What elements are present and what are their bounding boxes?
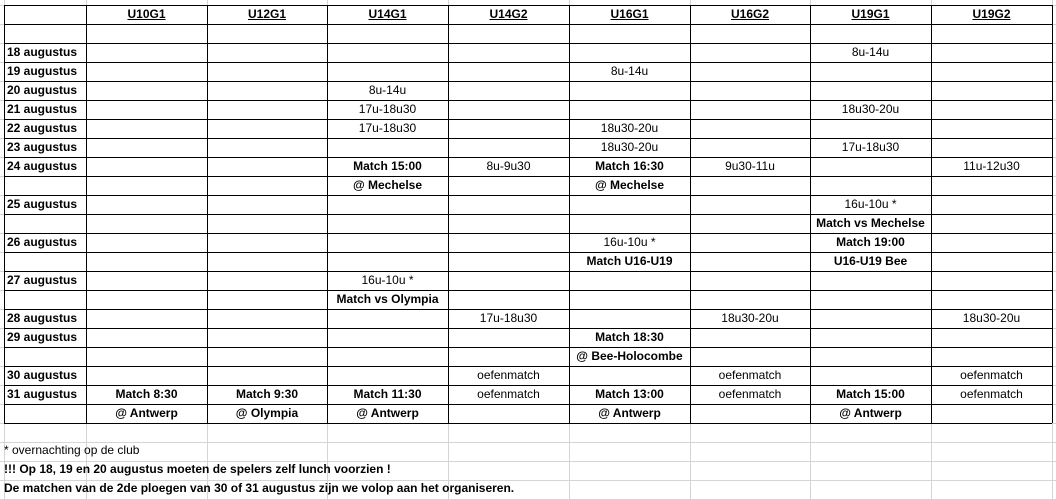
schedule-cell[interactable]: @ Olympia [235, 406, 299, 420]
schedule-cell[interactable] [931, 119, 1052, 138]
schedule-cell[interactable]: @ Bee-Holocombe [576, 349, 683, 363]
schedule-cell[interactable] [810, 347, 931, 366]
gridline-row [0, 442, 1056, 443]
schedule-cell[interactable] [569, 195, 690, 214]
schedule-cell[interactable] [569, 100, 690, 119]
schedule-cell[interactable] [690, 24, 810, 43]
schedule-cell[interactable]: 16u-10u * [844, 197, 897, 211]
schedule-cell[interactable] [448, 347, 569, 366]
schedule-cell[interactable]: U16-U19 Bee [833, 254, 908, 268]
date-cell[interactable]: 27 augustus [7, 273, 78, 287]
schedule-cell[interactable]: 17u-18u30 [841, 140, 900, 154]
schedule-cell[interactable] [569, 366, 690, 385]
schedule-cell[interactable] [448, 328, 569, 347]
schedule-cell[interactable]: Match 13:00 [595, 387, 664, 401]
schedule-cell[interactable] [931, 43, 1052, 62]
schedule-cell[interactable]: @ Antwerp [598, 406, 661, 420]
schedule-cell[interactable] [690, 347, 810, 366]
schedule-cell[interactable]: 17u-18u30 [358, 102, 417, 116]
schedule-cell[interactable] [207, 100, 327, 119]
schedule-cell[interactable] [86, 328, 207, 347]
date-cell[interactable]: 22 augustus [7, 121, 78, 135]
date-cell[interactable] [4, 176, 86, 195]
date-cell[interactable] [4, 404, 86, 423]
schedule-cell[interactable] [86, 43, 207, 62]
schedule-cell[interactable] [931, 290, 1052, 309]
schedule-cell[interactable]: 18u30-20u [721, 311, 779, 325]
schedule-cell[interactable] [448, 252, 569, 271]
schedule-cell[interactable] [86, 157, 207, 176]
schedule-cell[interactable] [690, 404, 810, 423]
footnote: !!! Op 18, 19 en 20 augustus moeten de spelers zelf lunch voorzien ! [4, 462, 391, 476]
schedule-cell[interactable] [931, 233, 1052, 252]
schedule-cell[interactable]: 8u-14u [610, 64, 649, 78]
schedule-cell[interactable]: 17u-18u30 [479, 311, 538, 325]
schedule-cell[interactable]: Match 8:30 [115, 387, 178, 401]
schedule-cell[interactable]: 8u-14u [368, 83, 407, 97]
schedule-cell[interactable]: Match 9:30 [235, 387, 299, 401]
date-cell[interactable] [4, 252, 86, 271]
schedule-cell[interactable]: Match 15:00 [836, 387, 905, 401]
schedule-cell[interactable]: Match 15:00 [353, 159, 422, 173]
schedule-cell[interactable] [207, 233, 327, 252]
date-cell[interactable]: 28 augustus [7, 311, 78, 325]
schedule-cell[interactable] [690, 62, 810, 81]
schedule-cell[interactable]: oefenmatch [960, 368, 1023, 382]
schedule-cell[interactable] [690, 328, 810, 347]
schedule-cell[interactable] [327, 233, 448, 252]
schedule-cell[interactable]: 18u30-20u [600, 140, 659, 154]
schedule-cell[interactable] [931, 347, 1052, 366]
schedule-cell[interactable] [448, 100, 569, 119]
date-cell[interactable]: 20 augustus [7, 83, 78, 97]
column-header-u16g2[interactable]: U16G2 [730, 7, 770, 21]
schedule-cell[interactable] [207, 24, 327, 43]
schedule-cell[interactable] [569, 214, 690, 233]
schedule-cell[interactable] [810, 271, 931, 290]
schedule-cell[interactable] [931, 214, 1052, 233]
schedule-cell[interactable] [207, 271, 327, 290]
schedule-cell[interactable] [207, 157, 327, 176]
schedule-cell[interactable] [448, 24, 569, 43]
schedule-cell[interactable] [327, 214, 448, 233]
column-header-u14g2[interactable]: U14G2 [489, 7, 528, 21]
schedule-cell[interactable] [86, 347, 207, 366]
schedule-cell[interactable] [207, 214, 327, 233]
schedule-cell[interactable] [207, 309, 327, 328]
schedule-cell[interactable] [690, 100, 810, 119]
schedule-cell[interactable] [327, 138, 448, 157]
schedule-cell[interactable] [327, 43, 448, 62]
schedule-cell[interactable] [86, 309, 207, 328]
schedule-cell[interactable] [448, 62, 569, 81]
footnote: De matchen van de 2de ploegen van 30 of 31 augustus zijn we volop aan het organiseren. [4, 481, 515, 495]
schedule-cell[interactable] [448, 176, 569, 195]
schedule-cell[interactable] [207, 119, 327, 138]
date-cell[interactable]: 18 augustus [7, 45, 78, 59]
date-cell[interactable] [4, 290, 86, 309]
schedule-cell[interactable]: Match 18:30 [595, 330, 664, 344]
schedule-cell[interactable]: Match 16:30 [595, 159, 664, 173]
schedule-cell[interactable]: @ Mechelse [352, 178, 423, 192]
schedule-cell[interactable] [207, 347, 327, 366]
schedule-cell[interactable] [86, 366, 207, 385]
schedule-cell[interactable] [448, 404, 569, 423]
schedule-cell[interactable]: @ Antwerp [115, 406, 178, 420]
schedule-cell[interactable] [931, 81, 1052, 100]
schedule-cell[interactable] [86, 138, 207, 157]
schedule-cell[interactable] [448, 195, 569, 214]
date-cell[interactable]: 21 augustus [7, 102, 78, 116]
schedule-cell[interactable] [931, 100, 1052, 119]
schedule-cell[interactable] [931, 404, 1052, 423]
schedule-cell[interactable]: Match 19:00 [836, 235, 905, 249]
schedule-cell[interactable] [448, 271, 569, 290]
date-cell[interactable] [4, 347, 86, 366]
column-header-u19g2[interactable]: U19G2 [972, 7, 1011, 21]
date-cell[interactable] [4, 214, 86, 233]
schedule-cell[interactable] [690, 271, 810, 290]
schedule-cell[interactable]: Match vs Mechelse [816, 216, 925, 230]
schedule-cell[interactable] [448, 214, 569, 233]
schedule-cell[interactable] [931, 24, 1052, 43]
schedule-cell[interactable]: 18u30-20u [600, 121, 659, 135]
schedule-cell[interactable] [810, 290, 931, 309]
column-header-u14g1[interactable]: U14G1 [368, 7, 407, 21]
schedule-cell[interactable] [810, 119, 931, 138]
schedule-cell[interactable]: oefenmatch [960, 387, 1023, 401]
schedule-cell[interactable] [207, 176, 327, 195]
column-header-u19g1[interactable]: U19G1 [851, 7, 890, 21]
schedule-cell[interactable] [448, 81, 569, 100]
schedule-cell[interactable] [207, 328, 327, 347]
schedule-cell[interactable] [86, 290, 207, 309]
schedule-cell[interactable]: 16u-10u * [603, 235, 656, 249]
schedule-cell[interactable] [448, 119, 569, 138]
column-header-u16g1[interactable]: U16G1 [610, 7, 649, 21]
schedule-cell[interactable] [207, 138, 327, 157]
schedule-cell[interactable] [810, 62, 931, 81]
schedule-cell[interactable] [327, 24, 448, 43]
schedule-cell[interactable] [207, 290, 327, 309]
schedule-cell[interactable] [690, 119, 810, 138]
schedule-cell[interactable] [207, 366, 327, 385]
schedule-cell[interactable] [569, 81, 690, 100]
schedule-cell[interactable] [327, 328, 448, 347]
schedule-cell[interactable] [931, 252, 1052, 271]
schedule-cell[interactable]: @ Mechelse [594, 178, 665, 192]
schedule-cell[interactable] [931, 138, 1052, 157]
schedule-cell[interactable]: 9u30-11u [725, 159, 775, 173]
schedule-cell[interactable] [86, 195, 207, 214]
schedule-cell[interactable] [810, 328, 931, 347]
schedule-cell[interactable]: Match 11:30 [353, 387, 422, 401]
schedule-cell[interactable] [690, 138, 810, 157]
schedule-cell[interactable] [931, 62, 1052, 81]
schedule-cell[interactable]: oefenmatch [477, 387, 540, 401]
schedule-cell[interactable] [690, 176, 810, 195]
schedule-cell[interactable] [86, 233, 207, 252]
schedule-cell[interactable] [931, 195, 1052, 214]
schedule-cell[interactable]: 8u-9u30 [486, 159, 531, 173]
schedule-cell[interactable]: oefenmatch [477, 368, 540, 382]
date-cell[interactable]: 19 augustus [7, 64, 78, 78]
schedule-cell[interactable] [810, 157, 931, 176]
schedule-cell[interactable] [327, 62, 448, 81]
border-col [1052, 5, 1053, 423]
schedule-cell[interactable] [690, 81, 810, 100]
schedule-cell[interactable] [569, 24, 690, 43]
schedule-cell[interactable] [86, 24, 207, 43]
schedule-cell[interactable]: 18u30-20u [962, 311, 1021, 325]
schedule-cell[interactable] [448, 43, 569, 62]
schedule-cell[interactable] [86, 271, 207, 290]
schedule-cell[interactable] [569, 290, 690, 309]
schedule-cell[interactable] [569, 43, 690, 62]
schedule-cell[interactable] [86, 252, 207, 271]
date-cell[interactable]: 24 augustus [7, 159, 78, 173]
schedule-cell[interactable] [448, 233, 569, 252]
schedule-cell[interactable] [448, 138, 569, 157]
schedule-cell[interactable] [327, 252, 448, 271]
schedule-cell[interactable] [207, 252, 327, 271]
schedule-cell[interactable] [86, 119, 207, 138]
column-header-u12g1[interactable]: U12G1 [247, 7, 287, 21]
schedule-cell[interactable] [448, 290, 569, 309]
schedule-cell[interactable] [690, 233, 810, 252]
schedule-cell[interactable] [327, 347, 448, 366]
schedule-cell[interactable] [569, 309, 690, 328]
schedule-cell[interactable] [86, 62, 207, 81]
schedule-cell[interactable]: 8u-14u [851, 45, 890, 59]
footnote: * overnachting op de club [4, 443, 140, 457]
schedule-cell[interactable] [207, 43, 327, 62]
schedule-cell[interactable] [810, 81, 931, 100]
date-cell[interactable] [4, 24, 86, 43]
date-cell[interactable]: 23 augustus [7, 140, 78, 154]
schedule-cell[interactable] [86, 81, 207, 100]
schedule-cell[interactable]: oefenmatch [718, 387, 782, 401]
schedule-cell[interactable] [690, 214, 810, 233]
schedule-cell[interactable]: Match U16-U19 [586, 254, 673, 268]
schedule-cell[interactable] [690, 252, 810, 271]
date-cell[interactable]: 26 augustus [7, 235, 78, 249]
schedule-cell[interactable] [931, 271, 1052, 290]
schedule-cell[interactable]: 16u-10u * [361, 273, 414, 287]
date-cell[interactable]: 25 augustus [7, 197, 78, 211]
schedule-cell[interactable] [810, 176, 931, 195]
schedule-cell[interactable] [207, 81, 327, 100]
schedule-cell[interactable] [690, 43, 810, 62]
schedule-cell[interactable] [569, 271, 690, 290]
schedule-cell[interactable] [207, 195, 327, 214]
schedule-cell[interactable] [810, 24, 931, 43]
schedule-cell[interactable] [86, 100, 207, 119]
schedule-cell[interactable] [327, 309, 448, 328]
schedule-cell[interactable] [327, 366, 448, 385]
date-cell[interactable]: 31 augustus [7, 387, 78, 401]
column-header-u10g1[interactable]: U10G1 [127, 7, 166, 21]
schedule-cell[interactable] [690, 195, 810, 214]
schedule-cell[interactable] [690, 290, 810, 309]
schedule-cell[interactable] [207, 62, 327, 81]
schedule-cell[interactable] [327, 195, 448, 214]
schedule-cell[interactable] [931, 176, 1052, 195]
schedule-cell[interactable] [810, 309, 931, 328]
schedule-cell[interactable] [86, 176, 207, 195]
schedule-cell[interactable]: Match vs Olympia [336, 292, 439, 306]
schedule-cell[interactable] [810, 366, 931, 385]
date-cell[interactable]: 29 augustus [7, 330, 78, 344]
schedule-cell[interactable] [931, 328, 1052, 347]
border-row [4, 423, 1052, 424]
schedule-cell[interactable]: 17u-18u30 [358, 121, 417, 135]
date-cell[interactable]: 30 augustus [7, 368, 78, 382]
schedule-cell[interactable]: @ Antwerp [839, 406, 902, 420]
schedule-cell[interactable]: oefenmatch [718, 368, 782, 382]
schedule-cell[interactable] [86, 214, 207, 233]
schedule-cell[interactable]: 18u30-20u [841, 102, 900, 116]
schedule-cell[interactable]: @ Antwerp [356, 406, 419, 420]
schedule-cell[interactable]: 11u-12u30 [963, 159, 1020, 173]
